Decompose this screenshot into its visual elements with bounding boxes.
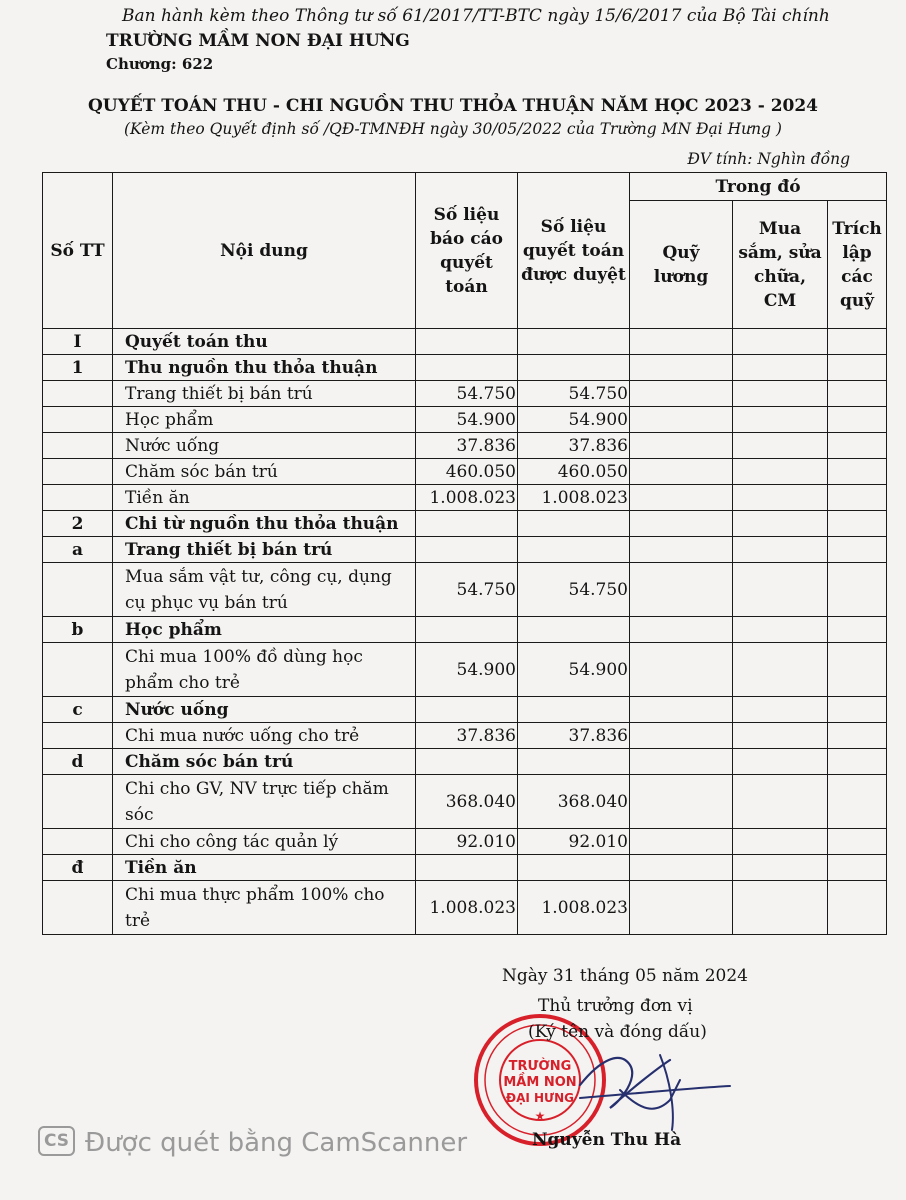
header-purchase-line: sắm, sửa (738, 242, 822, 263)
header-reported (416, 173, 518, 329)
svg-text:ĐẠI HƯNG: ĐẠI HƯNG (506, 1091, 574, 1105)
fund-allocation-cell (828, 829, 887, 855)
header-purchase (733, 201, 828, 329)
header-salary-line: Quỹ (662, 242, 700, 263)
table-row (43, 563, 887, 617)
header-group: Trong đó (630, 173, 887, 201)
approved-value-cell: 37.836 (518, 433, 630, 459)
svg-text:★: ★ (534, 1109, 546, 1123)
fund-allocation-cell (828, 881, 887, 935)
table-row (43, 433, 887, 459)
stt-cell: 1 (43, 355, 113, 381)
salary-fund-cell (630, 537, 733, 563)
purchase-cell (733, 643, 828, 697)
approved-value-cell (518, 329, 630, 355)
fund-allocation-cell (828, 855, 887, 881)
purchase-cell (733, 511, 828, 537)
table-row (43, 485, 887, 511)
settlement-table (42, 172, 887, 935)
camscanner-text: Được quét bằng CamScanner (85, 1128, 468, 1158)
fund-allocation-cell (828, 643, 887, 697)
fund-allocation-cell (828, 407, 887, 433)
reported-value-cell (416, 511, 518, 537)
fund-allocation-cell (828, 537, 887, 563)
reported-value-cell: 37.836 (416, 723, 518, 749)
stt-cell (43, 485, 113, 511)
stt-cell (43, 407, 113, 433)
reported-value-cell (416, 855, 518, 881)
salary-fund-cell (630, 881, 733, 935)
document-title: QUYẾT TOÁN THU - CHI NGUỒN THU THỎA THUẬN NĂM HỌC 2023 - 2024 (87, 96, 819, 116)
reported-value-cell: 54.900 (416, 643, 518, 697)
purchase-cell (733, 563, 828, 617)
svg-text:TRƯỜNG: TRƯỜNG (508, 1059, 572, 1074)
approved-value-cell (518, 511, 630, 537)
content-cell: Học phẩm (113, 407, 416, 433)
fund-allocation-cell (828, 723, 887, 749)
salary-fund-cell (630, 433, 733, 459)
reported-value-cell: 37.836 (416, 433, 518, 459)
reported-value-cell (416, 537, 518, 563)
content-cell: Chi mua 100% đồ dùng học phẩm cho trẻ (113, 643, 416, 697)
purchase-cell (733, 617, 828, 643)
svg-text:MẦM NON: MẦM NON (503, 1075, 577, 1090)
content-cell: Chăm sóc bán trú (113, 459, 416, 485)
approved-value-cell: 54.900 (518, 407, 630, 433)
approved-value-cell (518, 855, 630, 881)
header-salary-line: lương (653, 266, 709, 287)
approved-value-cell (518, 355, 630, 381)
purchase-cell (733, 537, 828, 563)
reported-value-cell (416, 749, 518, 775)
salary-fund-cell (630, 775, 733, 829)
approved-value-cell: 54.750 (518, 381, 630, 407)
stt-cell (43, 723, 113, 749)
reported-value-cell: 368.040 (416, 775, 518, 829)
table-row (43, 329, 887, 355)
approved-value-cell: 37.836 (518, 723, 630, 749)
table-row (43, 617, 887, 643)
stt-cell (43, 829, 113, 855)
content-cell: Nước uống (113, 433, 416, 459)
content-cell: Trang thiết bị bán trú (113, 537, 416, 563)
reported-value-cell (416, 355, 518, 381)
approved-value-cell: 1.008.023 (518, 881, 630, 935)
purchase-cell (733, 723, 828, 749)
purchase-cell (733, 355, 828, 381)
approved-value-cell (518, 749, 630, 775)
stt-cell (43, 563, 113, 617)
table-row (43, 355, 887, 381)
fund-allocation-cell (828, 563, 887, 617)
purchase-cell (733, 407, 828, 433)
signer-note: (Ký tên và đóng dấu) (528, 1022, 707, 1042)
stt-cell: d (43, 749, 113, 775)
fund-allocation-cell (828, 511, 887, 537)
stt-cell: đ (43, 855, 113, 881)
table-row (43, 855, 887, 881)
table-row (43, 511, 887, 537)
content-cell: Học phẩm (113, 617, 416, 643)
table-row (43, 723, 887, 749)
header-reported-line: toán (445, 276, 488, 297)
fund-allocation-cell (828, 329, 887, 355)
camscanner-badge: CS (38, 1126, 75, 1156)
handwritten-signature (560, 1030, 740, 1140)
purchase-cell (733, 829, 828, 855)
signing-date: Ngày 31 tháng 05 năm 2024 (502, 966, 748, 986)
fund-allocation-cell (828, 433, 887, 459)
purchase-cell (733, 775, 828, 829)
table-row (43, 775, 887, 829)
reported-value-cell: 1.008.023 (416, 881, 518, 935)
circular-reference: Ban hành kèm theo Thông tư số 61/2017/TT-BTC ngày 15/6/2017 của Bộ Tài chính (122, 6, 830, 26)
salary-fund-cell (630, 355, 733, 381)
table-body (43, 329, 887, 935)
purchase-cell (733, 329, 828, 355)
salary-fund-cell (630, 485, 733, 511)
content-cell: Trang thiết bị bán trú (113, 381, 416, 407)
header-content: Nội dung (113, 173, 416, 329)
salary-fund-cell (630, 563, 733, 617)
header-reported-line: quyết (440, 252, 493, 273)
salary-fund-cell (630, 511, 733, 537)
salary-fund-cell (630, 697, 733, 723)
approved-value-cell: 54.900 (518, 643, 630, 697)
content-cell: Tiền ăn (113, 855, 416, 881)
fund-allocation-cell (828, 459, 887, 485)
purchase-cell (733, 381, 828, 407)
content-cell: Chi cho công tác quản lý (113, 829, 416, 855)
reported-value-cell (416, 329, 518, 355)
purchase-cell (733, 749, 828, 775)
chapter-code: Chương: 622 (106, 55, 214, 73)
salary-fund-cell (630, 459, 733, 485)
signer-name: Nguyễn Thu Hà (532, 1130, 682, 1150)
fund-allocation-cell (828, 485, 887, 511)
salary-fund-cell (630, 643, 733, 697)
header-approved-line: quyết toán (522, 240, 625, 261)
approved-value-cell (518, 537, 630, 563)
salary-fund-cell (630, 855, 733, 881)
reported-value-cell: 460.050 (416, 459, 518, 485)
content-cell: Thu nguồn thu thỏa thuận (113, 355, 416, 381)
content-cell: Chăm sóc bán trú (113, 749, 416, 775)
purchase-cell (733, 485, 828, 511)
approved-value-cell: 368.040 (518, 775, 630, 829)
fund-allocation-cell (828, 697, 887, 723)
content-cell: Quyết toán thu (113, 329, 416, 355)
content-cell: Chi cho GV, NV trực tiếp chăm sóc (113, 775, 416, 829)
reported-value-cell: 54.900 (416, 407, 518, 433)
stt-cell (43, 433, 113, 459)
stt-cell: b (43, 617, 113, 643)
fund-allocation-cell (828, 355, 887, 381)
approved-value-cell: 92.010 (518, 829, 630, 855)
header-salary-fund (630, 201, 733, 329)
stt-cell (43, 775, 113, 829)
salary-fund-cell (630, 617, 733, 643)
stt-cell: a (43, 537, 113, 563)
header-approved (518, 173, 630, 329)
stt-cell (43, 643, 113, 697)
table-row (43, 459, 887, 485)
header-reported-line: Số liệu (433, 204, 500, 225)
header-approved-line: Số liệu (540, 216, 607, 237)
unit-note: ĐV tính: Nghìn đồng (687, 150, 850, 168)
content-cell: Chi mua thực phẩm 100% cho trẻ (113, 881, 416, 935)
reported-value-cell: 54.750 (416, 381, 518, 407)
fund-allocation-cell (828, 381, 887, 407)
header-fund-line: lập (842, 242, 872, 263)
header-reported-line: báo cáo (430, 228, 503, 249)
reported-value-cell: 54.750 (416, 563, 518, 617)
document-subtitle: (Kèm theo Quyết định số /QĐ-TMNĐH ngày 30/05/2022 của Trường MN Đại Hưng ) (124, 120, 782, 138)
stt-cell (43, 459, 113, 485)
approved-value-cell: 460.050 (518, 459, 630, 485)
header-approved-line: được duyệt (521, 264, 626, 285)
header-fund-line: quỹ (839, 290, 875, 311)
salary-fund-cell (630, 407, 733, 433)
content-cell: Nước uống (113, 697, 416, 723)
salary-fund-cell (630, 829, 733, 855)
header-purchase-line: chữa, (753, 266, 806, 287)
table-row (43, 829, 887, 855)
fund-allocation-cell (828, 775, 887, 829)
reported-value-cell (416, 697, 518, 723)
fund-allocation-cell (828, 617, 887, 643)
purchase-cell (733, 697, 828, 723)
purchase-cell (733, 855, 828, 881)
table-row (43, 407, 887, 433)
salary-fund-cell (630, 381, 733, 407)
table-row (43, 881, 887, 935)
content-cell: Tiền ăn (113, 485, 416, 511)
approved-value-cell (518, 697, 630, 723)
header-fund-allocation (828, 201, 887, 329)
signer-title: Thủ trưởng đơn vị (538, 996, 693, 1016)
salary-fund-cell (630, 749, 733, 775)
header-purchase-line: CM (763, 290, 797, 311)
reported-value-cell (416, 617, 518, 643)
content-cell: Chi mua nước uống cho trẻ (113, 723, 416, 749)
approved-value-cell: 54.750 (518, 563, 630, 617)
header-fund-line: Trích (832, 218, 882, 239)
camscanner-watermark (38, 1128, 467, 1159)
table-row (43, 381, 887, 407)
purchase-cell (733, 459, 828, 485)
reported-value-cell: 92.010 (416, 829, 518, 855)
salary-fund-cell (630, 723, 733, 749)
approved-value-cell: 1.008.023 (518, 485, 630, 511)
header-fund-line: các (841, 266, 873, 287)
fund-allocation-cell (828, 749, 887, 775)
table-row (43, 537, 887, 563)
stt-cell: c (43, 697, 113, 723)
content-cell: Mua sắm vật tư, công cụ, dụng cụ phục vụ bán trú (113, 563, 416, 617)
table-row (43, 749, 887, 775)
school-name: TRƯỜNG MẦM NON ĐẠI HƯNG (106, 31, 410, 51)
stt-cell: 2 (43, 511, 113, 537)
salary-fund-cell (630, 329, 733, 355)
stt-cell (43, 881, 113, 935)
content-cell: Chi từ nguồn thu thỏa thuận (113, 511, 416, 537)
table-row (43, 643, 887, 697)
stt-cell: I (43, 329, 113, 355)
purchase-cell (733, 433, 828, 459)
stt-cell (43, 381, 113, 407)
purchase-cell (733, 881, 828, 935)
reported-value-cell: 1.008.023 (416, 485, 518, 511)
header-purchase-line: Mua (758, 218, 802, 239)
approved-value-cell (518, 617, 630, 643)
table-row (43, 697, 887, 723)
header-stt: Số TT (43, 173, 113, 329)
